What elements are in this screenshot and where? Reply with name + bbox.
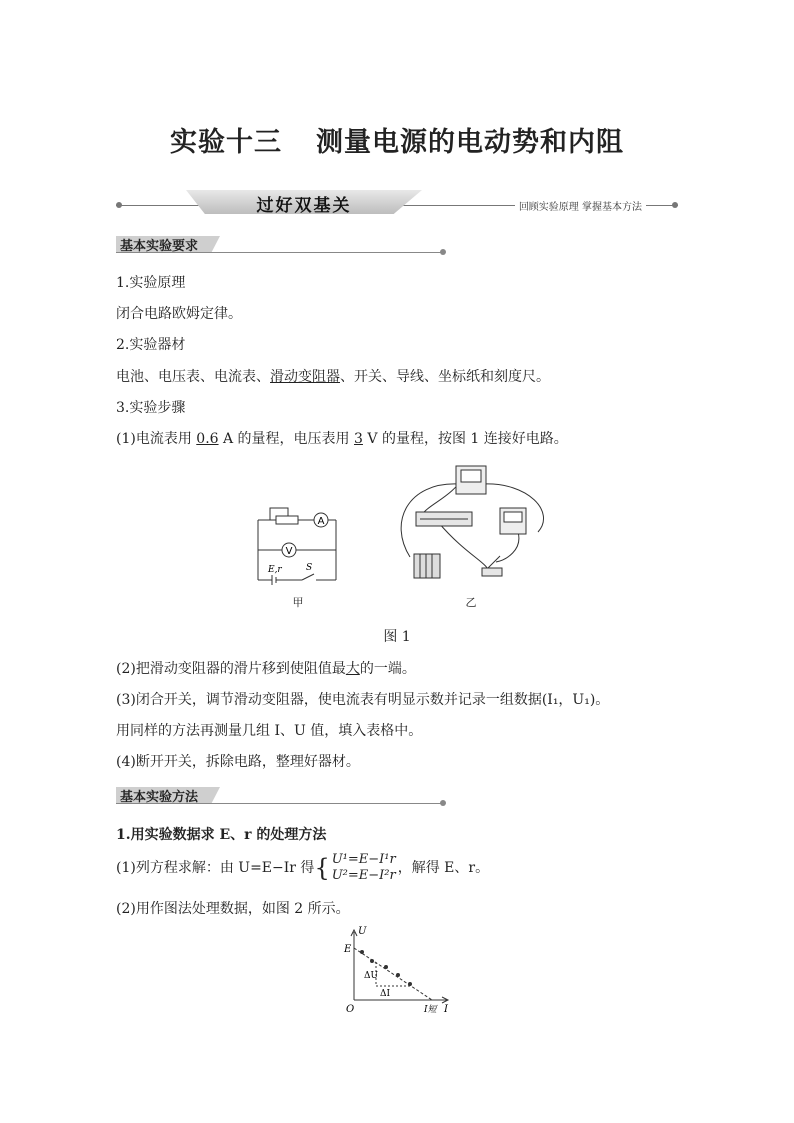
section-header-requirements [116, 236, 444, 254]
title-part1: 实验十三 [170, 127, 282, 158]
step-4: (4)断开开关，拆除电路，整理好器材。 [116, 754, 360, 770]
heading-steps: 3.实验步骤 [116, 400, 186, 416]
equation-1: U¹=E−I¹r [331, 852, 396, 867]
section-header-methods [116, 787, 444, 805]
banner-subtitle: 回顾实验原理 掌握基本方法 [515, 198, 646, 213]
intercept-ishort: I短 [424, 1005, 437, 1015]
method-graph-text: (2)用作图法处理数据，如图 2 所示。 [116, 901, 350, 917]
title-part2: 测量电源的电动势和内阻 [316, 127, 624, 158]
delta-u-label: ΔU [364, 971, 379, 981]
figure2-ui-graph [340, 926, 460, 1016]
heading-principle: 1.实验原理 [116, 275, 186, 291]
axis-label-u: U [358, 926, 367, 937]
section-title: 基本实验要求 [120, 239, 199, 254]
battery-label: E,r [268, 565, 282, 575]
section-title: 基本实验方法 [120, 790, 199, 805]
equation-2: U²=E−I²r [331, 868, 396, 883]
figure1-caption: 图 1 [383, 629, 411, 645]
step-3: (3)闭合开关，调节滑动变阻器，使电流表有明显示数并记录一组数据(I₁，U₁)。 [116, 692, 610, 708]
origin-label: O [346, 1004, 355, 1015]
ammeter-label: A [317, 516, 325, 527]
heading-equipment: 2.实验器材 [116, 337, 186, 353]
method-equations: (1)列方程求解：由 U=E−Ir 得{ U¹=E−I¹r U²=E−I²r ，解得 E、r。 [116, 852, 490, 883]
axis-label-i: I [444, 1004, 448, 1015]
delta-i-label: ΔI [380, 989, 391, 999]
figure1-apparatus-yi [388, 462, 556, 590]
step-2: (2)把滑动变阻器的滑片移到使阻值最大的一端。 [116, 661, 416, 677]
page-title [0, 120, 794, 159]
figure1-jia-label: 甲 [292, 596, 304, 609]
heading-method-1: 1.用实验数据求 E、r 的处理方法 [116, 827, 327, 843]
voltmeter-label: V [285, 546, 293, 557]
text-equipment: 电池、电压表、电流表、滑动变阻器、开关、导线、坐标纸和刻度尺。 [116, 369, 550, 385]
intercept-e: E [344, 944, 352, 955]
step-3-continued: 用同样的方法再测量几组 I、U 值，填入表格中。 [116, 723, 423, 739]
figure1-yi-label: 乙 [465, 596, 477, 609]
step-1: (1)电流表用 0.6 A 的量程，电压表用 3 V 的量程，按图 1 连接好电路。 [116, 431, 568, 447]
switch-label: S [306, 563, 313, 573]
banner-label: 过好双基关 [256, 196, 352, 216]
chapter-banner [116, 190, 678, 216]
figure1-circuit-jia [250, 490, 350, 600]
text-principle: 闭合电路欧姆定律。 [116, 306, 242, 322]
